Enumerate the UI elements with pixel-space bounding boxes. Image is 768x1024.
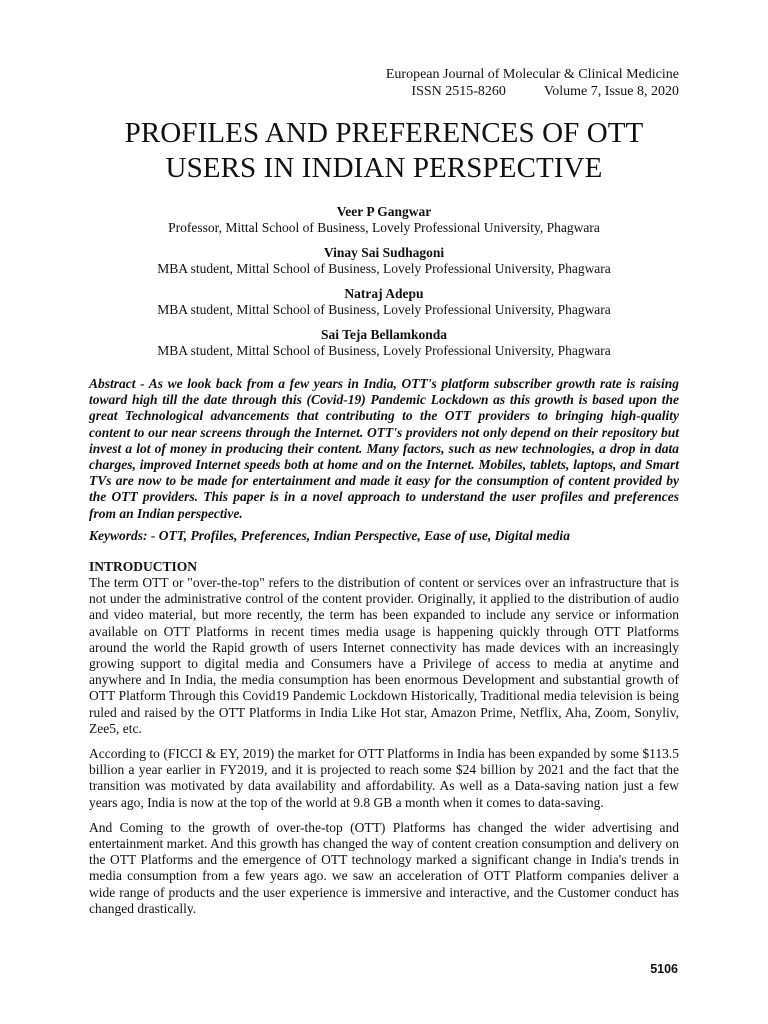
- author-affiliation: MBA student, Mittal School of Business, Lovely Professional University, Phagwara: [157, 302, 611, 317]
- volume-issue: Volume 7, Issue 8, 2020: [543, 84, 679, 99]
- author-name: Veer P Gangwar: [336, 204, 432, 219]
- paragraph: And Coming to the growth of over-the-top (OTT) Platforms has changed the wider advertising and entertainment market. And this growth has changed the way of content creation consumption and delivery on the OTT Platforms and the emergence of OTT technology marked a significant change in India's trends in media consumption from a few years ago. we saw an acceleration of OTT Platform companies deliver a wide range of products and the user experience is immersive and interactive, and the Customer conduct has changed drastically.: [89, 819, 679, 916]
- paper-title: [0, 116, 768, 186]
- author-affiliation: MBA student, Mittal School of Business, Lovely Professional University, Phagwara: [157, 261, 611, 276]
- paragraph: The term OTT or "over-the-top" refers to the distribution of content or services over an infrastructure that is not under the administrative control of the content provider. Originally, it applied to the distribution of audio and video material, but more recently, the term has been expanded to include any service or information available on OTT Platforms in recent times media usage is happening quickly through OTT Platforms around the world the Rapid growth of users Internet connectivity has made devices with an increasingly growing support to digital media and Consumers have a Privilege of access to media at anytime and anywhere and In India, the media consumption has been enormous Development and substantial growth of OTT Platform Through this Covid19 Pandemic Lockdown Historically, Traditional media television is being ruled and raised by the OTT Platforms in India Like Hot star, Amazon Prime, Netflix, Aha, Zoom, Sonyliv, Zee5, etc.: [89, 575, 679, 736]
- author-name: Natraj Adepu: [344, 286, 424, 301]
- author-affiliation: MBA student, Mittal School of Business, Lovely Professional University, Phagwara: [157, 343, 611, 358]
- paper-title-line-1: PROFILES AND PREFERENCES OF OTT: [124, 117, 644, 149]
- introduction-section: [89, 559, 679, 926]
- paper-title-line-2: USERS IN INDIAN PERSPECTIVE: [165, 152, 603, 184]
- issn: ISSN 2515-8260: [411, 84, 506, 99]
- author-block: [0, 327, 768, 359]
- section-heading: INTRODUCTION: [89, 559, 198, 574]
- author-block: [0, 286, 768, 318]
- journal-header: [386, 66, 679, 100]
- page-number: 5106: [650, 962, 678, 976]
- author-name: Vinay Sai Sudhagoni: [323, 245, 445, 260]
- abstract: Abstract - As we look back from a few years in India, OTT's platform subscriber growth rate is raising toward high till the date through this (Covid-19) Pandemic Lockdown as this growth is based upon the great Technological advancements that contributing to the OTT providers to bringing high-quality content to our near screens through the Internet. OTT's providers not only depend on their repository but invest a lot of money in producing their content. Many factors, such as new technologies, a drop in data charges, improved Internet speeds both at home and on the Internet. Mobiles, tablets, laptops, and Smart TVs are now to be made for entertainment and made it easy for the consumption of content provided by the OTT providers. This paper is in a novel approach to understand the user profiles and preferences from an Indian perspective.: [89, 376, 679, 521]
- author-block: [0, 204, 768, 236]
- journal-name: European Journal of Molecular & Clinical Medicine: [385, 67, 679, 82]
- issn-volume-row: [386, 83, 679, 100]
- keywords: Keywords: - OTT, Profiles, Preferences, Indian Perspective, Ease of use, Digital media: [89, 528, 570, 543]
- author-affiliation: Professor, Mittal School of Business, Lovely Professional University, Phagwara: [168, 220, 600, 235]
- paragraph: According to (FICCI & EY, 2019) the market for OTT Platforms in India has been expanded by some $113.5 billion a year earlier in FY2019, and it is projected to reach some $24 billion by 2021 and the fact that the transition was motivated by data availability and affordability. As well as a Data-saving nation just a few years ago, India is now at the top of the world at 9.8 GB a month when it comes to data-saving.: [89, 746, 679, 810]
- author-name: Sai Teja Bellamkonda: [320, 327, 448, 342]
- author-list: [0, 204, 768, 368]
- author-block: [0, 245, 768, 277]
